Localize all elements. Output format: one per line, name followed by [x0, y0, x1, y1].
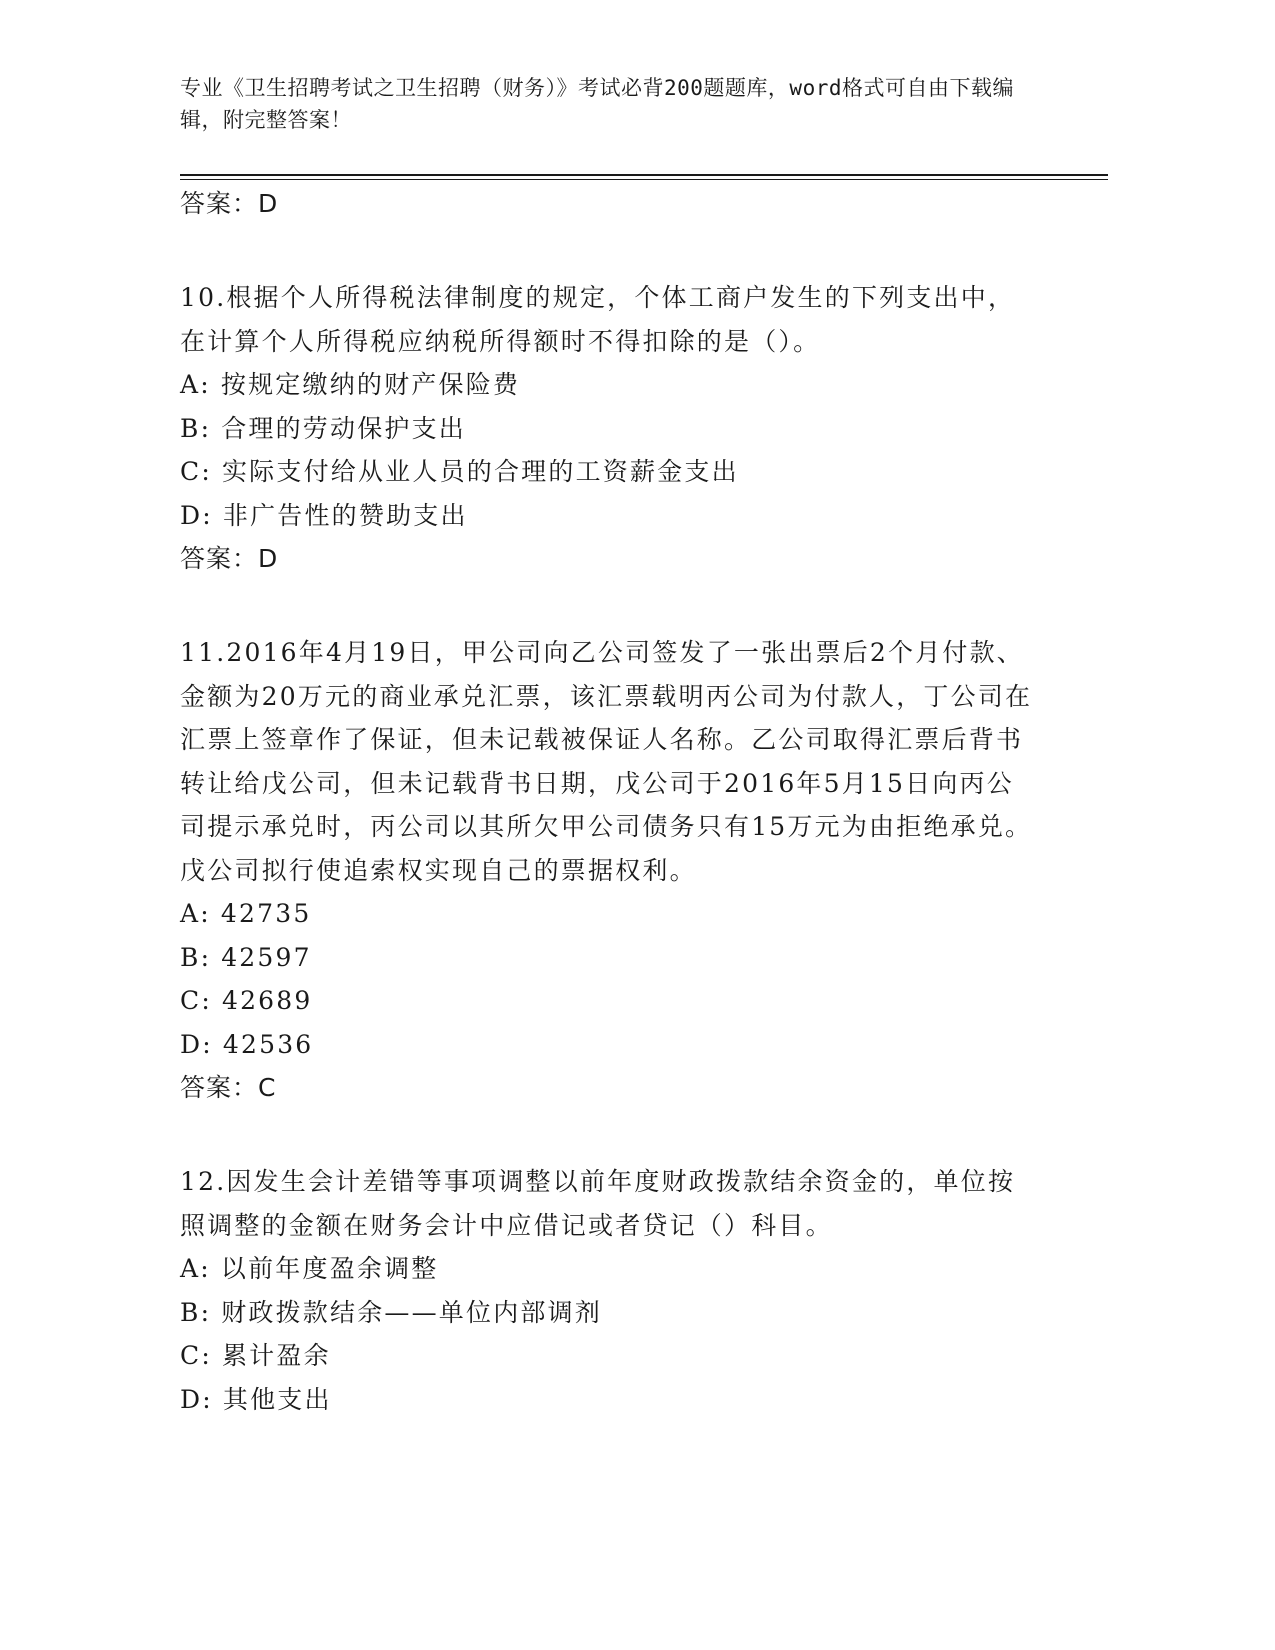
- option-a: A: 按规定缴纳的财产保险费: [180, 370, 521, 399]
- header-rule-thin: [180, 179, 1108, 180]
- question-text: 12.因发生会计差错等事项调整以前年度财政拨款结余资金的，单位按照调整的金额在财务会计中应借记或者贷记（）科目。: [180, 1167, 1016, 1240]
- option-d: D: 42536: [180, 1029, 314, 1059]
- document-body: [180, 182, 1040, 1421]
- document-header: 专业《卫生招聘考试之卫生招聘（财务）》考试必背200题题库，word格式可自由下载编辑，附完整答案！: [180, 76, 1014, 132]
- question-text: 10.根据个人所得税法律制度的规定，个体工商户发生的下列支出中，在计算个人所得税应纳税所得额时不得扣除的是（）。: [180, 283, 1016, 356]
- answer: 答案：C: [180, 1073, 277, 1102]
- option-c: C: 42689: [180, 986, 313, 1015]
- question-10: [180, 276, 1040, 579]
- option-b: B: 合理的劳动保护支出: [180, 413, 467, 443]
- prev-answer: 答案：D: [180, 189, 279, 218]
- option-b: B: 财政拨款结余——单位内部调剂: [180, 1297, 603, 1327]
- option-a: A: 以前年度盈余调整: [180, 1254, 439, 1283]
- option-d: D: 非广告性的赞助支出: [180, 500, 468, 530]
- question-11: [180, 631, 1040, 1108]
- option-c: C: 实际支付给从业人员的合理的工资薪金支出: [180, 457, 739, 486]
- option-a: A: 42735: [180, 899, 312, 928]
- option-c: C: 累计盈余: [180, 1341, 331, 1370]
- option-b: B: 42597: [180, 942, 312, 972]
- header-rule-thick: [180, 174, 1108, 176]
- question-12: [180, 1160, 1040, 1421]
- question-text: 11.2016年4月19日，甲公司向乙公司签发了一张出票后2个月付款、金额为20万元的商业承兑汇票，该汇票载明丙公司为付款人，丁公司在汇票上签章作了保证，但未记载被保证人名称。乙公司取得汇票后背书转让给戊公司，但未记载背书日期，戊公司于2016年5月15日向丙公司提示承兑时，丙公司以其所欠甲公司债务只有15万元为由拒绝承兑。戊公司拟行使追索权实现自己的票据权利。: [180, 638, 1033, 885]
- option-d: D: 其他支出: [180, 1384, 332, 1414]
- answer: 答案：D: [180, 544, 279, 573]
